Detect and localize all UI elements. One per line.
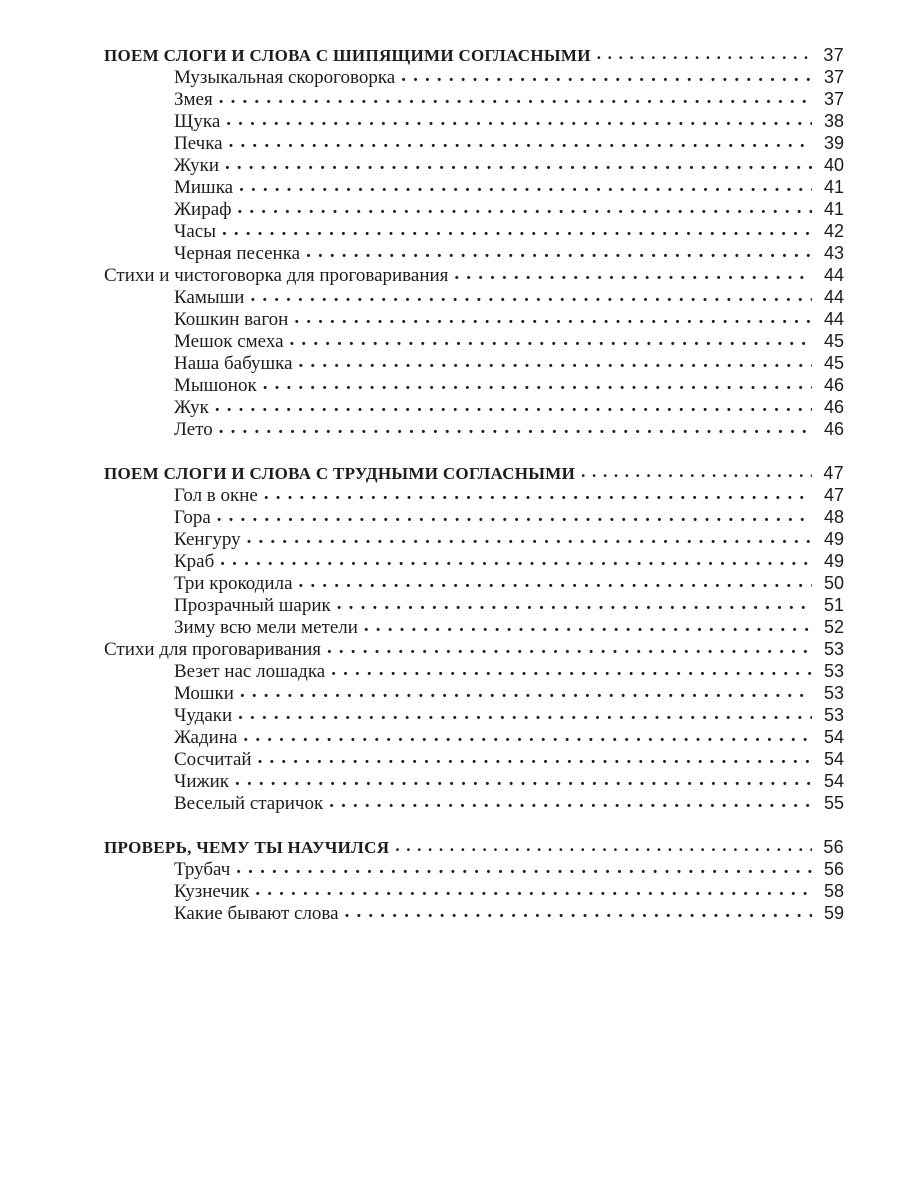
toc-entry-title: Щука — [174, 111, 221, 132]
toc-entry-page-number: 56 — [823, 859, 844, 879]
dot-leader — [217, 505, 812, 527]
toc-section-heading — [104, 836, 844, 858]
toc-entry-page-number: 59 — [823, 903, 844, 923]
toc-entry-page-number: 43 — [823, 243, 844, 263]
dot-leader — [239, 175, 812, 197]
toc-entry-title: Стихи и чистоговорка для проговаривания — [104, 265, 449, 286]
toc-entry-title: Веселый старичок — [174, 793, 324, 814]
toc-entry-title: Чижик — [174, 771, 230, 792]
toc-entry — [104, 154, 844, 176]
toc-entry-page-number: 53 — [823, 683, 844, 703]
toc-entry-page-number: 53 — [823, 661, 844, 681]
dot-leader — [226, 109, 812, 131]
toc-entry — [104, 308, 844, 330]
dot-leader — [364, 615, 812, 637]
toc-entry — [104, 682, 844, 704]
dot-leader — [219, 87, 812, 109]
toc-entry — [104, 880, 844, 902]
toc-entry-page-number: 41 — [823, 199, 844, 219]
toc-entry-page-number: 54 — [823, 727, 844, 747]
table-of-contents — [104, 44, 844, 924]
toc-entry — [104, 902, 844, 924]
toc-entry — [104, 484, 844, 506]
dot-leader — [235, 769, 812, 791]
toc-entry — [104, 770, 844, 792]
toc-entry-title: Мешок смеха — [174, 331, 284, 352]
dot-leader — [401, 65, 812, 87]
toc-entry-page-number: 46 — [823, 375, 844, 395]
toc-entry — [104, 550, 844, 572]
toc-entry-page-number: 46 — [823, 419, 844, 439]
toc-entry-page-number: 50 — [823, 573, 844, 593]
toc-entry-title: Жук — [174, 397, 209, 418]
toc-entry-title: Печка — [174, 133, 223, 154]
toc-entry — [104, 198, 844, 220]
toc-entry-title: Какие бывают слова — [174, 903, 339, 924]
toc-entry-page-number: 55 — [823, 793, 844, 813]
toc-entry — [104, 374, 844, 396]
dot-leader — [263, 373, 812, 395]
toc-entry-title: Сосчитай — [174, 749, 252, 770]
dot-leader — [222, 219, 812, 241]
dot-leader — [329, 791, 812, 813]
toc-subsection-entry — [104, 264, 844, 286]
dot-leader — [219, 417, 812, 439]
dot-leader — [345, 901, 812, 923]
dot-leader — [225, 153, 812, 175]
toc-entry-page-number: 37 — [823, 45, 844, 65]
dot-leader — [237, 197, 812, 219]
dot-leader — [327, 637, 812, 659]
toc-entry-title: ПОЕМ СЛОГИ И СЛОВА С ТРУДНЫМИ СОГЛАСНЫМИ — [104, 464, 576, 483]
toc-entry-page-number: 38 — [823, 111, 844, 131]
toc-entry — [104, 792, 844, 814]
toc-entry-title: Жадина — [174, 727, 238, 748]
dot-leader — [220, 549, 812, 571]
toc-entry-page-number: 44 — [823, 287, 844, 307]
dot-leader — [597, 43, 812, 65]
toc-entry-title: Наша бабушка — [174, 353, 293, 374]
toc-entry-page-number: 44 — [823, 265, 844, 285]
dot-leader — [229, 131, 812, 153]
toc-entry — [104, 572, 844, 594]
dot-leader — [454, 263, 812, 285]
toc-entry-title: Жуки — [174, 155, 219, 176]
toc-entry-title: ПРОВЕРЬ, ЧЕМУ ТЫ НАУЧИЛСЯ — [104, 838, 390, 857]
toc-entry-title: Стихи для проговаривания — [104, 639, 321, 660]
dot-leader — [236, 857, 812, 879]
toc-entry-page-number: 46 — [823, 397, 844, 417]
toc-entry-page-number: 47 — [823, 485, 844, 505]
toc-section — [104, 462, 844, 814]
dot-leader — [299, 351, 812, 373]
toc-entry-page-number: 37 — [823, 89, 844, 109]
toc-entry-title: Гол в окне — [174, 485, 258, 506]
toc-entry-page-number: 47 — [823, 463, 844, 483]
toc-entry-page-number: 49 — [823, 529, 844, 549]
toc-entry — [104, 330, 844, 352]
toc-entry-title: Прозрачный шарик — [174, 595, 331, 616]
toc-entry-title: Кенгуру — [174, 529, 241, 550]
toc-entry — [104, 506, 844, 528]
toc-entry-title: Жираф — [174, 199, 232, 220]
toc-entry-page-number: 53 — [823, 639, 844, 659]
toc-entry-page-number: 44 — [823, 309, 844, 329]
dot-leader — [264, 483, 812, 505]
toc-entry-page-number: 51 — [823, 595, 844, 615]
toc-entry-page-number: 45 — [823, 353, 844, 373]
toc-entry — [104, 858, 844, 880]
dot-leader — [395, 835, 812, 857]
toc-entry — [104, 66, 844, 88]
toc-entry-page-number: 37 — [823, 67, 844, 87]
toc-section — [104, 44, 844, 440]
dot-leader — [331, 659, 812, 681]
toc-entry-page-number: 41 — [823, 177, 844, 197]
dot-leader — [247, 527, 812, 549]
toc-entry — [104, 396, 844, 418]
toc-entry-title: Часы — [174, 221, 216, 242]
toc-entry — [104, 352, 844, 374]
toc-entry — [104, 176, 844, 198]
dot-leader — [581, 461, 812, 483]
toc-entry — [104, 88, 844, 110]
dot-leader — [243, 725, 812, 747]
toc-entry-page-number: 58 — [823, 881, 844, 901]
dot-leader — [255, 879, 812, 901]
toc-entry-title: Три крокодила — [174, 573, 293, 594]
dot-leader — [294, 307, 812, 329]
toc-entry-page-number: 52 — [823, 617, 844, 637]
dot-leader — [238, 703, 812, 725]
toc-entry-title: Мышонок — [174, 375, 257, 396]
toc-entry — [104, 110, 844, 132]
toc-entry-page-number: 49 — [823, 551, 844, 571]
toc-entry-page-number: 53 — [823, 705, 844, 725]
toc-entry-page-number: 48 — [823, 507, 844, 527]
toc-entry-title: Гора — [174, 507, 211, 528]
dot-leader — [306, 241, 812, 263]
toc-entry — [104, 418, 844, 440]
toc-entry-page-number: 42 — [823, 221, 844, 241]
toc-section-heading — [104, 462, 844, 484]
toc-entry-title: Мошки — [174, 683, 234, 704]
toc-entry-page-number: 54 — [823, 749, 844, 769]
toc-entry-title: Змея — [174, 89, 213, 110]
dot-leader — [258, 747, 812, 769]
toc-entry-title: Везет нас лошадка — [174, 661, 326, 682]
toc-entry-title: Кошкин вагон — [174, 309, 289, 330]
dot-leader — [240, 681, 812, 703]
toc-entry — [104, 220, 844, 242]
toc-entry-title: ПОЕМ СЛОГИ И СЛОВА С ШИПЯЩИМИ СОГЛАСНЫМИ — [104, 46, 591, 65]
toc-entry-page-number: 39 — [823, 133, 844, 153]
toc-entry — [104, 704, 844, 726]
toc-entry-title: Музыкальная скороговорка — [174, 67, 396, 88]
toc-entry — [104, 132, 844, 154]
dot-leader — [290, 329, 812, 351]
toc-entry-page-number: 45 — [823, 331, 844, 351]
toc-entry-title: Зиму всю мели метели — [174, 617, 358, 638]
toc-entry — [104, 242, 844, 264]
dot-leader — [299, 571, 813, 593]
toc-entry — [104, 286, 844, 308]
toc-entry-title: Лето — [174, 419, 213, 440]
toc-entry — [104, 726, 844, 748]
toc-entry — [104, 528, 844, 550]
toc-entry — [104, 748, 844, 770]
dot-leader — [250, 285, 812, 307]
dot-leader — [215, 395, 812, 417]
toc-entry-title: Кузнечик — [174, 881, 250, 902]
toc-entry — [104, 616, 844, 638]
toc-entry — [104, 660, 844, 682]
toc-entry-title: Мишка — [174, 177, 234, 198]
toc-entry-title: Трубач — [174, 859, 231, 880]
toc-entry-title: Краб — [174, 551, 215, 572]
toc-entry-title: Черная песенка — [174, 243, 301, 264]
toc-entry-page-number: 40 — [823, 155, 844, 175]
toc-section-heading — [104, 44, 844, 66]
toc-entry-page-number: 54 — [823, 771, 844, 791]
toc-entry-title: Камыши — [174, 287, 245, 308]
toc-entry-page-number: 56 — [823, 837, 844, 857]
dot-leader — [337, 593, 812, 615]
toc-entry — [104, 594, 844, 616]
toc-entry-title: Чудаки — [174, 705, 233, 726]
toc-subsection-entry — [104, 638, 844, 660]
toc-section — [104, 836, 844, 924]
